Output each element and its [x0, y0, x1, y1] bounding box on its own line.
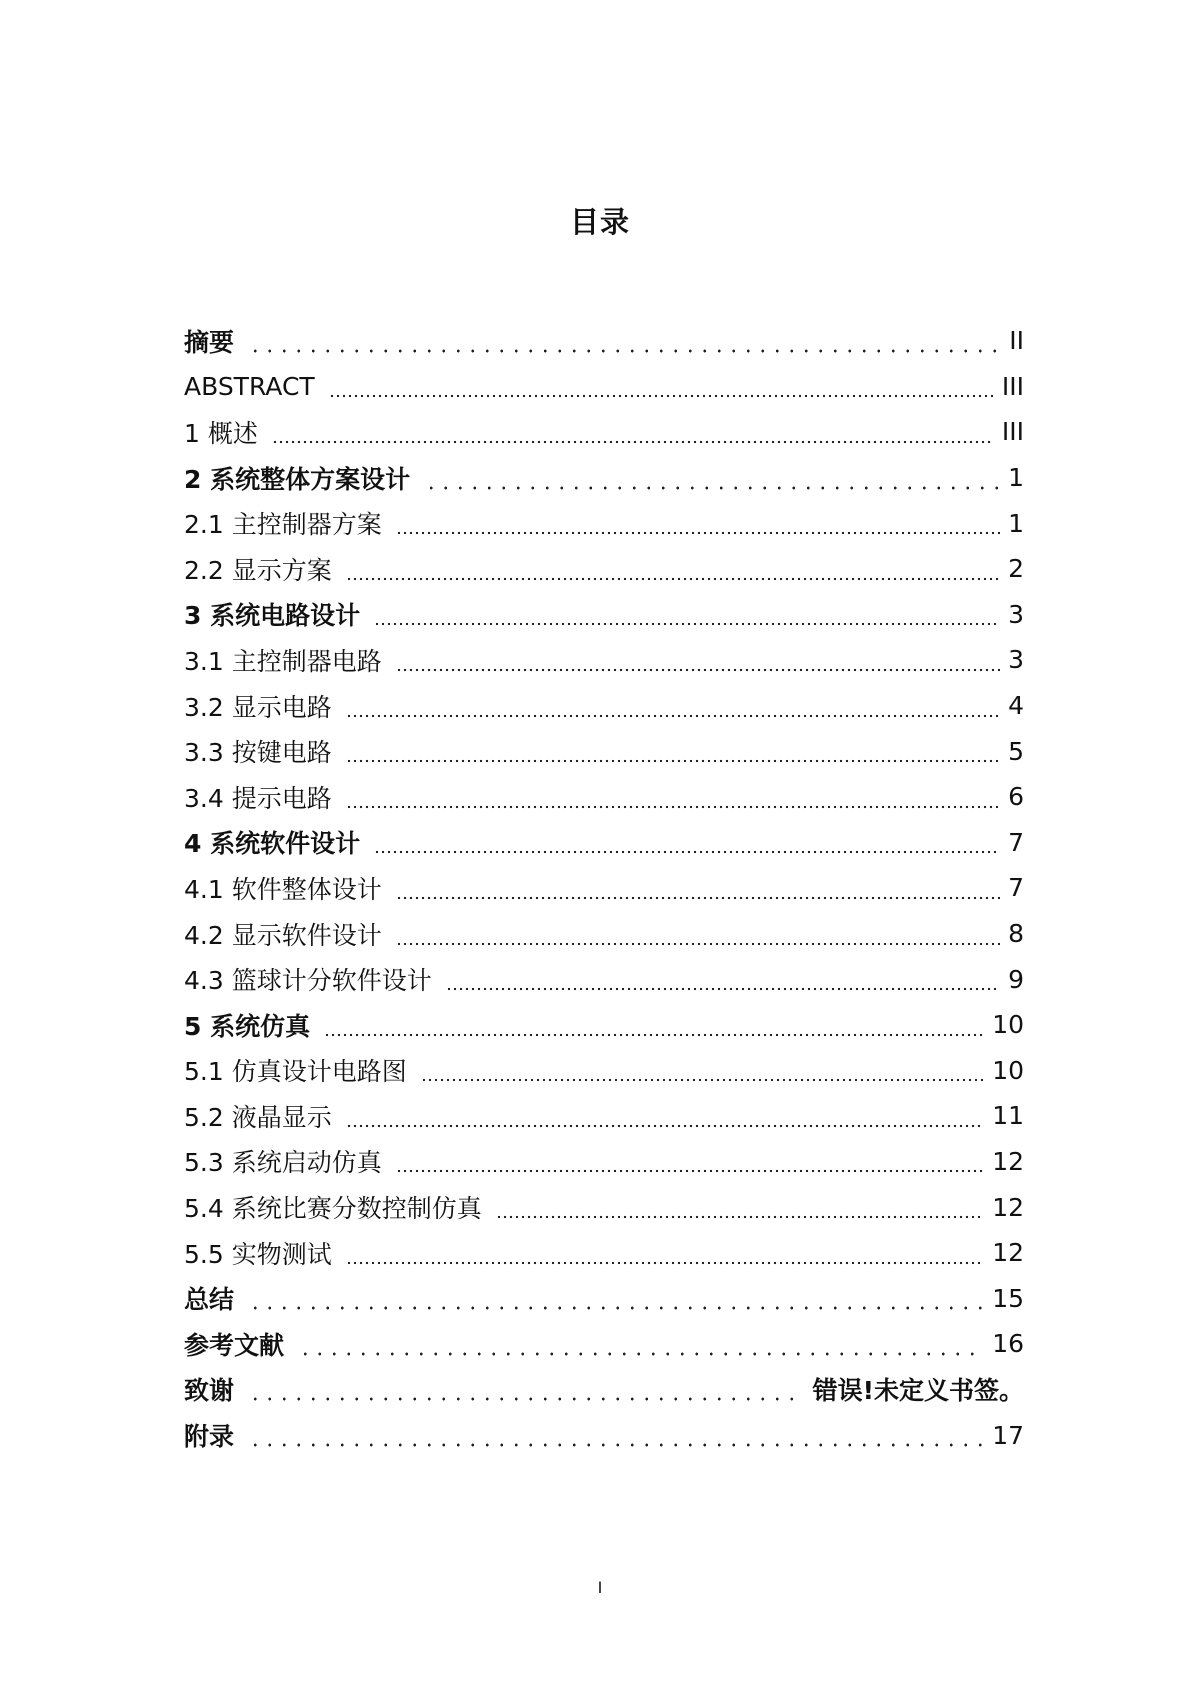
toc-dot-leader: [396, 924, 1000, 948]
toc-entry-label: 摘要: [184, 327, 235, 357]
toc-entry-page: 9: [1008, 964, 1024, 994]
toc-entry-label: 致谢: [184, 1376, 235, 1406]
toc-entry[interactable]: [184, 546, 1024, 592]
toc-entry[interactable]: [184, 820, 1024, 866]
toc-entry-page: 3: [1008, 645, 1024, 675]
toc-entry-page: 4: [1008, 691, 1024, 721]
toc-entry-page: 12: [992, 1238, 1024, 1268]
toc-entry-page: 16: [992, 1329, 1024, 1359]
toc-entry-label: 5.5 实物测试: [184, 1239, 332, 1269]
toc-dot-leader: [272, 422, 994, 446]
toc-entry-page: 10: [992, 1010, 1024, 1040]
toc-entry[interactable]: [184, 1184, 1024, 1230]
page-title: 目录: [569, 205, 630, 239]
toc-dot-leader: [396, 1151, 984, 1175]
toc-entry-label: 5.4 系统比赛分数控制仿真: [184, 1194, 482, 1224]
toc-entry[interactable]: [184, 728, 1024, 774]
toc-entry[interactable]: [184, 1139, 1024, 1185]
toc-entry[interactable]: [184, 1048, 1024, 1094]
toc-dot-leader: [346, 696, 1000, 720]
toc-entry-label: 5.2 液晶显示: [184, 1102, 332, 1132]
toc-entry-label: 5.3 系统启动仿真: [184, 1148, 382, 1178]
toc-entry-page: 2: [1008, 554, 1024, 584]
toc-entry[interactable]: [184, 911, 1024, 957]
toc-entry-label: 2 系统整体方案设计: [184, 464, 411, 494]
toc-dot-leader: [346, 1243, 984, 1267]
toc-dot-leader: [248, 1288, 984, 1312]
toc-entry[interactable]: [184, 592, 1024, 638]
toc-entry[interactable]: [184, 455, 1024, 501]
toc-dot-leader: [324, 1015, 984, 1039]
toc-dot-leader: [396, 650, 1000, 674]
toc-dot-leader: [374, 832, 1000, 856]
toc-entry[interactable]: [184, 1093, 1024, 1139]
page-number: I: [597, 1578, 603, 1597]
toc-entry-page: 错误!未定义书签。: [812, 1376, 1024, 1406]
toc-entry-label: 总结: [184, 1285, 235, 1315]
toc-entry[interactable]: [184, 683, 1024, 729]
toc-entry-page: 17: [992, 1420, 1024, 1450]
toc-entry-label: 5.1 仿真设计电路图: [184, 1057, 407, 1087]
toc-entry[interactable]: [184, 774, 1024, 820]
toc-entry[interactable]: [184, 956, 1024, 1002]
toc-entry[interactable]: [184, 1321, 1024, 1367]
toc-entry-label: 3.3 按键电路: [184, 738, 332, 768]
toc-entry-page: III: [1001, 371, 1024, 401]
toc-entry-label: 3.2 显示电路: [184, 692, 332, 722]
toc-entry-label: 5 系统仿真: [184, 1011, 311, 1041]
toc-entry-page: 8: [1008, 919, 1024, 949]
toc-entry[interactable]: [184, 1412, 1024, 1458]
toc-entry-label: 3 系统电路设计: [184, 601, 361, 631]
toc-entry[interactable]: [184, 409, 1024, 455]
toc-entry[interactable]: [184, 1367, 1024, 1413]
toc-entry[interactable]: [184, 1230, 1024, 1276]
toc-dot-leader: [248, 1425, 984, 1449]
toc-entry[interactable]: [184, 637, 1024, 683]
toc-dot-leader: [396, 878, 1000, 902]
toc-dot-leader: [421, 1060, 984, 1084]
toc-dot-leader: [346, 559, 1000, 583]
toc-entry-page: 6: [1008, 782, 1024, 812]
toc-entry-page: 7: [1008, 827, 1024, 857]
toc-dot-leader: [329, 376, 994, 400]
toc-entry[interactable]: [184, 318, 1024, 364]
toc-entry[interactable]: [184, 500, 1024, 546]
toc-entry-label: 3.1 主控制器电路: [184, 646, 382, 676]
toc-dot-leader: [298, 1334, 984, 1358]
toc-entry-page: 7: [1008, 873, 1024, 903]
toc-entry[interactable]: [184, 364, 1024, 410]
toc-entry-label: 参考文献: [184, 1330, 285, 1360]
toc-entry-page: 3: [1008, 599, 1024, 629]
toc-dot-leader: [248, 331, 1001, 355]
toc-entry-label: 4.2 显示软件设计: [184, 920, 382, 950]
toc-dot-leader: [346, 787, 1000, 811]
toc-entry-page: III: [1001, 417, 1024, 447]
toc-dot-leader: [446, 969, 1000, 993]
table-of-contents: [184, 318, 1024, 1458]
toc-dot-leader: [496, 1197, 984, 1221]
toc-entry-label: ABSTRACT: [184, 371, 315, 401]
toc-entry-page: 15: [992, 1283, 1024, 1313]
toc-entry-page: 12: [992, 1146, 1024, 1176]
toc-entry-label: 4.3 篮球计分软件设计: [184, 966, 432, 996]
toc-dot-leader: [396, 513, 1000, 537]
toc-entry[interactable]: [184, 865, 1024, 911]
toc-entry-label: 1 概述: [184, 418, 258, 448]
toc-entry-page: 1: [1008, 508, 1024, 538]
toc-dot-leader: [346, 741, 1000, 765]
toc-dot-leader: [424, 468, 1000, 492]
toc-entry-label: 2.1 主控制器方案: [184, 510, 382, 540]
toc-entry-page: 10: [992, 1055, 1024, 1085]
toc-entry-page: 11: [992, 1101, 1024, 1131]
toc-entry-page: 5: [1008, 736, 1024, 766]
toc-entry[interactable]: [184, 1275, 1024, 1321]
toc-entry[interactable]: [184, 1002, 1024, 1048]
toc-entry-page: 1: [1008, 463, 1024, 493]
toc-entry-page: II: [1009, 326, 1024, 356]
toc-entry-label: 4 系统软件设计: [184, 829, 361, 859]
toc-dot-leader: [248, 1379, 799, 1403]
toc-dot-leader: [374, 604, 1000, 628]
toc-dot-leader: [346, 1106, 984, 1130]
toc-entry-label: 2.2 显示方案: [184, 555, 332, 585]
toc-entry-label: 4.1 软件整体设计: [184, 874, 382, 904]
toc-entry-page: 12: [992, 1192, 1024, 1222]
toc-entry-label: 附录: [184, 1422, 235, 1452]
toc-entry-label: 3.4 提示电路: [184, 783, 332, 813]
